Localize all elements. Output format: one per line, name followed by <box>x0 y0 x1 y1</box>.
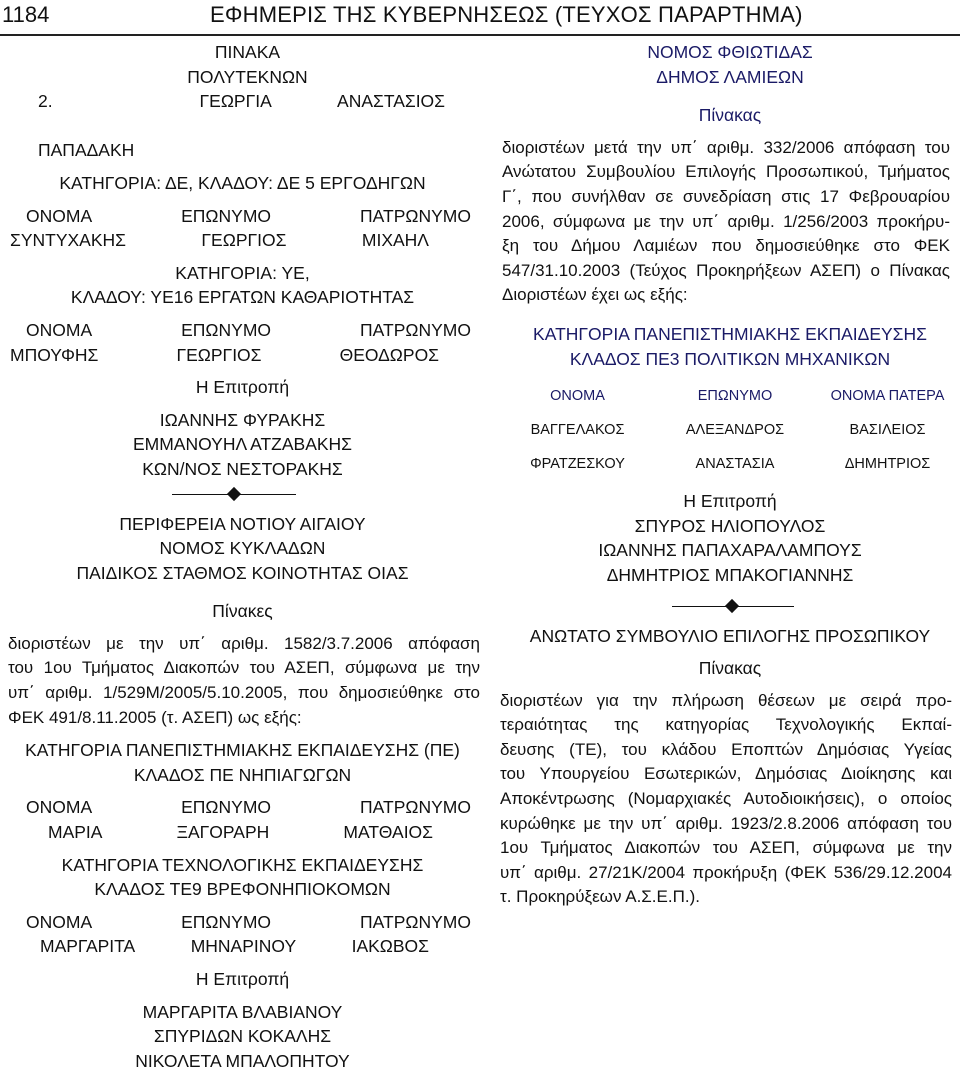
header-father: ΟΝΟΜΑ ΠΑΤΕΡΑ <box>830 388 945 405</box>
tables-title: Πίνακες <box>212 601 273 622</box>
header-surname: ΕΠΩΝΥΜΟ <box>697 388 773 405</box>
cell: ΜΑΡΙΑ <box>48 822 103 843</box>
cell: ΘΕΟΔΩΡΟΣ <box>339 344 439 365</box>
table-header <box>500 379 960 413</box>
cell: ΦΡΑΤΖΕΣΚΟΥ <box>530 456 625 473</box>
row-number: 2. <box>38 91 53 112</box>
list-row <box>0 89 485 163</box>
header-name: ΟΝΟΜΑ <box>26 797 93 818</box>
committee-member: ΙΩΑΝΝΗΣ ΦΥΡΑΚΗΣ <box>159 409 326 430</box>
table-title: Πίνακας <box>698 658 762 679</box>
cell: ΣΥΝΤΥΧΑΚΗΣ <box>10 230 126 251</box>
cell: ΜΑΤΘΑΙΟΣ <box>343 822 433 843</box>
cell: ΔΗΜΗΤΡΙΟΣ <box>844 456 931 473</box>
paragraph-line: του Υπουργείου Εσωτερικών, Δημόσιας Διοίκησης και <box>500 764 952 784</box>
paragraph-line: διοριστέων με την υπ΄ αριθμ. 1582/3.7.2006 απόφαση <box>8 633 480 653</box>
cell: ΜΙΧΑΗΛ <box>361 230 429 251</box>
category-heading: ΚΑΤΗΓΟΡΙΑ ΠΑΝΕΠΙΣΤΗΜΙΑΚΗΣ ΕΚΠΑΙΔΕΥΣΗΣ (ΠΕ) <box>25 740 460 761</box>
category-heading: ΚΑΤΗΓΟΡΙΑ: ΥΕ, <box>175 262 310 283</box>
name-cell: ΓΕΩΡΓΙΑ <box>199 91 272 112</box>
table-row <box>0 228 485 253</box>
table-row <box>0 343 485 368</box>
body-paragraph <box>8 632 480 730</box>
header-name: ΟΝΟΜΑ <box>26 911 93 932</box>
header-surname: ΕΠΩΝΥΜΟ <box>181 205 272 226</box>
paragraph-line: 2006, σύμφωνα με την υπ΄ αριθμ. 1/256/2003 προκήρυ- <box>502 211 950 231</box>
table-header <box>0 910 485 935</box>
paragraph-line: Διοριστέων έχει ως εξής: <box>502 285 688 305</box>
category-heading: ΚΛΑΔΟΣ ΠΕ3 ΠΟΛΙΤΙΚΩΝ ΜΗΧΑΝΙΚΩΝ <box>569 348 891 369</box>
section-divider <box>0 484 485 506</box>
cell: ΙΑΚΩΒΟΣ <box>351 936 429 957</box>
paragraph-line: τ. Προκηρύξεων Α.Σ.Ε.Π.). <box>500 887 700 907</box>
header-father: ΠΑΤΡΩΝΥΜΟ <box>360 205 471 226</box>
table-row <box>500 447 960 481</box>
table-row <box>500 413 960 447</box>
intro-line: ΠΙΝΑΚΑ <box>214 42 281 62</box>
council-heading: ΑΝΩΤΑΤΟ ΣΥΜΒΟΥΛΙΟ ΕΠΙΛΟΓΗΣ ΠΡΟΣΩΠΙΚΟΥ <box>529 625 931 646</box>
committee-member: ΙΩΑΝΝΗΣ ΠΑΠΑΧΑΡΑΛΑΜΠΟΥΣ <box>598 540 862 561</box>
paragraph-line: υπ΄ αριθμ. 1/529Μ/2005/5.10.2005, που δημοσιεύθηκε στο <box>8 683 480 703</box>
category-heading: ΚΑΤΗΓΟΡΙΑ ΤΕΧΝΟΛΟΓΙΚΗΣ ΕΚΠΑΙΔΕΥΣΗΣ <box>61 854 424 875</box>
committee-title: Η Επιτροπή <box>195 377 290 398</box>
table-header <box>0 318 485 343</box>
committee-member: ΚΩΝ/ΝΟΣ ΝΕΣΤΟΡΑΚΗΣ <box>142 458 343 479</box>
table-row <box>0 820 485 845</box>
committee-member: ΝΙΚΟΛΕΤΑ ΜΠΑΛΟΠΗΤΟΥ <box>135 1050 350 1071</box>
paragraph-line: ξη του Δήμου Λαμιέων που δημοσιεύθηκε στο ΦΕΚ <box>502 236 950 256</box>
left-column <box>0 40 485 1073</box>
region-heading: ΔΗΜΟΣ ΛΑΜΙΕΩΝ <box>656 66 804 87</box>
committee-title: Η Επιτροπή <box>195 969 290 989</box>
cell: ΓΕΩΡΓΙΟΣ <box>176 344 262 365</box>
category-heading: ΚΛΑΔΟΥ: ΥΕ16 ΕΡΓΑΤΩΝ ΚΑΘΑΡΙΟΤΗΤΑΣ <box>70 287 415 308</box>
paragraph-line: Γ΄, που συνήλθαν σε συνεδρίαση στις 17 Φεβρουαρίου <box>502 186 950 206</box>
cell: ΑΛΕΞΑΝΔΡΟΣ <box>685 422 785 439</box>
header-name: ΟΝΟΜΑ <box>26 319 93 340</box>
header-surname: ΕΠΩΝΥΜΟ <box>181 911 272 932</box>
paragraph-line: 1ου Τμήματος Διακοπών του ΑΣΕΠ, σύμφωνα με την <box>500 838 952 858</box>
header-name: ΟΝΟΜΑ <box>550 388 605 405</box>
paragraph-line: Αποκέντρωσης (Νομαρχιακές Αυτοδιοικήσεις), ο οποίος <box>500 789 952 809</box>
category-heading: ΚΛΑΔΟΣ ΠΕ ΝΗΠΙΑΓΩΓΩΝ <box>133 764 352 785</box>
paragraph-line: Ανώτατου Συμβουλίου Επιλογής Προσωπικού, Τμήματος <box>502 162 950 182</box>
category-heading: ΚΑΤΗΓΟΡΙΑ: ΔΕ, ΚΛΑΔΟΥ: ΔΕ 5 ΕΡΓΟΔΗΓΩΝ <box>59 172 426 193</box>
category-heading: ΚΑΤΗΓΟΡΙΑ ΠΑΝΕΠΙΣΤΗΜΙΑΚΗΣ ΕΚΠΑΙΔΕΥΣΗΣ <box>533 323 927 344</box>
header-father: ΠΑΤΡΩΝΥΜΟ <box>360 797 471 818</box>
region-heading: ΠΑΙΔΙΚΟΣ ΣΤΑΘΜΟΣ ΚΟΙΝΟΤΗΤΑΣ ΟΙΑΣ <box>76 562 409 583</box>
body-paragraph <box>500 689 952 910</box>
header-father: ΠΑΤΡΩΝΥΜΟ <box>360 911 471 932</box>
paragraph-line: τεραιότητας της κατηγορίας Τεχνολογικής Εκπαί- <box>500 715 952 735</box>
paragraph-line: κυρώθηκε με την υπ΄ αριθμ. 1923/2.8.2006 απόφαση του <box>500 813 952 833</box>
surname-cell: ΠΑΠΑΔΑΚΗ <box>38 140 135 161</box>
committee-member: ΣΠΥΡΙΔΩΝ ΚΟΚΑΛΗΣ <box>153 1026 332 1047</box>
page-number: 1184 <box>2 2 50 27</box>
header-father: ΠΑΤΡΩΝΥΜΟ <box>360 319 471 340</box>
cell: ΞΑΓΟΡΑΡΗ <box>176 822 270 843</box>
cell: ΑΝΑΣΤΑΣΙΑ <box>695 456 775 473</box>
table-title: Πίνακας <box>698 105 762 126</box>
table-row <box>0 934 485 959</box>
committee-member: ΔΗΜΗΤΡΙΟΣ ΜΠΑΚΟΓΙΑΝΝΗΣ <box>606 564 854 585</box>
paragraph-line: του 1ου Τμήματος Διακοπών του ΑΣΕΠ, σύμφωνα με την <box>8 658 480 678</box>
paragraph-line: διοριστέων μετά την υπ΄ αριθμ. 332/2006 απόφαση του <box>502 137 950 157</box>
table-header <box>0 795 485 820</box>
intro-line: ΠΟΛΥΤΕΚΝΩΝ <box>187 66 308 87</box>
region-heading: ΠΕΡΙΦΕΡΕΙΑ ΝΟΤΙΟΥ ΑΙΓΑΙΟΥ <box>119 513 366 534</box>
paragraph-line: δευσης (ΤΕ), του κλάδου Εποπτών Δημόσιας Υγείας <box>500 739 952 759</box>
category-heading: ΚΛΑΔΟΣ ΤΕ9 ΒΡΕΦΟΝΗΠΙΟΚΟΜΩΝ <box>94 879 391 900</box>
table-header <box>0 204 485 229</box>
paragraph-line: υπ΄ αριθμ. 27/21Κ/2004 προκήρυξη (ΦΕΚ 536/29.12.2004 <box>500 862 952 882</box>
cell: ΒΑΓΓΕΛΑΚΟΣ <box>530 422 625 439</box>
cell: ΜΠΟΥΦΗΣ <box>10 344 99 365</box>
committee-member: ΜΑΡΓΑΡΙΤΑ ΒΛΑΒΙΑΝΟΥ <box>142 1001 343 1022</box>
section-divider <box>500 596 960 618</box>
body-paragraph <box>502 136 950 308</box>
father-name-cell: ΑΝΑΣΤΑΣΙΟΣ <box>337 91 445 112</box>
paragraph-line: 547/31.10.2003 (Τεύχος Προκηρήξεων ΑΣΕΠ) ο Πίνακας <box>502 260 950 280</box>
header-name: ΟΝΟΜΑ <box>26 205 93 226</box>
paragraph-line: ΦΕΚ 491/8.11.2005 (τ. ΑΣΕΠ) ως εξής: <box>8 707 302 727</box>
cell: ΓΕΩΡΓΙΟΣ <box>201 230 287 251</box>
header-surname: ΕΠΩΝΥΜΟ <box>181 797 272 818</box>
page-header <box>0 0 960 36</box>
cell: ΒΑΣΙΛΕΙΟΣ <box>849 422 926 439</box>
header-surname: ΕΠΩΝΥΜΟ <box>181 319 272 340</box>
cell: ΜΗΝΑΡΙΝΟΥ <box>190 936 297 957</box>
committee-title: Η Επιτροπή <box>683 491 777 512</box>
committee-member: ΣΠΥΡΟΣ ΗΛΙΟΠΟΥΛΟΣ <box>634 515 826 536</box>
committee-member: ΕΜΜΑΝΟΥΗΛ ΑΤΖΑΒΑΚΗΣ <box>132 434 352 455</box>
right-column <box>500 40 960 910</box>
region-heading: ΝΟΜΟΣ ΚΥΚΛΑΔΩΝ <box>159 538 326 559</box>
cell: ΜΑΡΓΑΡΙΤΑ <box>40 936 136 957</box>
page-title: ΕΦΗΜΕΡΙΣ ΤΗΣ ΚΥΒΕΡΝΗΣΕΩΣ (ΤΕΥΧΟΣ ΠΑΡΑΡΤΗΜΑ) <box>210 2 803 27</box>
region-heading: ΝΟΜΟΣ ΦΘΙΩΤΙΔΑΣ <box>647 42 813 62</box>
paragraph-line: διοριστέων για την πλήρωση θέσεων με σειρά προ- <box>500 690 952 710</box>
